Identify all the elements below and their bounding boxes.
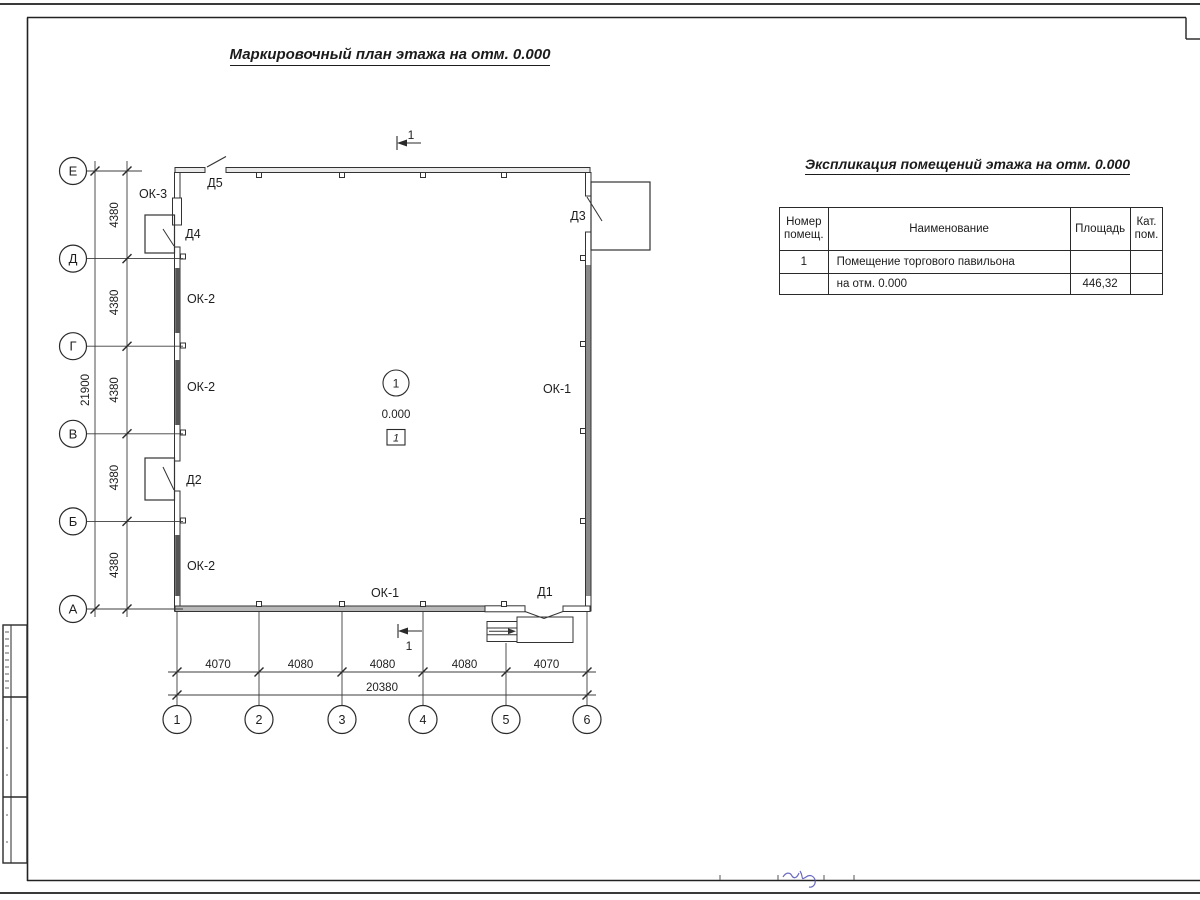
header-area: Площадь — [1070, 208, 1130, 251]
plan-labels — [139, 176, 586, 600]
entrance-porch — [517, 617, 573, 643]
window-label-ok2-upper: ОК-2 — [186, 292, 216, 306]
axis-grid-bottom — [163, 612, 601, 734]
axis-letter: Б — [68, 513, 78, 529]
cell-room-name: на отм. 0.000 — [828, 274, 1070, 295]
section-mark-bottom — [398, 624, 422, 638]
door-leaf-d5 — [207, 157, 226, 168]
window-label-ok2-middle: ОК-2 — [186, 380, 216, 394]
schedule-row — [780, 274, 1163, 295]
illegible-stamp-text — [5, 632, 9, 842]
wall-right — [581, 173, 651, 612]
cell-room-name: Помещение торгового павильона — [828, 251, 1070, 274]
building-walls — [145, 157, 650, 643]
cell-room-number: 1 — [780, 251, 829, 274]
header-category: Кат. пом. — [1130, 208, 1163, 251]
axis-number: 3 — [338, 713, 346, 727]
wall-left — [145, 173, 186, 612]
dim-label: 4080 — [369, 659, 396, 671]
cell-room-category — [1130, 251, 1163, 274]
window-ok1-right — [586, 265, 591, 596]
plan-title: Маркировочный план этажа на отм. 0.000 — [225, 46, 555, 66]
door-label-d3: Д3 — [570, 209, 586, 223]
window-label-ok1-right: ОК-1 — [542, 382, 572, 396]
door-leaf-d4 — [163, 229, 174, 246]
axis-number: 4 — [419, 713, 427, 727]
dim-label: 4380 — [109, 289, 121, 316]
room-elevation: 0.000 — [381, 409, 411, 421]
vestibule-d3 — [591, 182, 650, 250]
window-ok1-bottom — [175, 606, 485, 612]
section-arrow-icon — [398, 628, 408, 635]
entrance-arrow-icon — [508, 628, 516, 634]
dim-total-label: 21900 — [80, 374, 92, 406]
axis-letter: А — [68, 601, 78, 617]
wall-top — [175, 157, 590, 178]
window-ok2-upper — [175, 268, 179, 333]
window-ok3 — [173, 198, 182, 225]
door-label-d5: Д5 — [207, 176, 223, 190]
header-name: Наименование — [828, 208, 1070, 251]
dim-label: 4070 — [205, 659, 231, 671]
dim-label: 4080 — [451, 659, 478, 671]
door-leaf-d3 — [587, 197, 602, 221]
schedule-title: Экспликация помещений этажа на отм. 0.000 — [795, 156, 1140, 175]
axis-letter: В — [68, 426, 78, 442]
window-label-ok1-bottom: ОК-1 — [370, 586, 400, 600]
axis-number: 5 — [502, 713, 510, 727]
room-schedule-table — [779, 207, 1163, 295]
axis-grid-left — [60, 158, 184, 623]
handwritten-mark — [783, 871, 815, 887]
axis-numbers — [174, 713, 591, 727]
door-label-d2: Д2 — [186, 473, 202, 487]
axis-letter: Е — [68, 163, 78, 179]
section-number: 1 — [405, 639, 413, 653]
left-stamp-column — [3, 625, 27, 863]
section-number: 1 — [407, 128, 415, 142]
cell-room-area: 446,32 — [1070, 274, 1130, 295]
room-marker — [382, 370, 411, 445]
door-label-d1: Д1 — [537, 585, 553, 599]
schedule-row — [780, 251, 1163, 274]
cell-room-number — [780, 274, 829, 295]
door-leaf-d2 — [163, 467, 174, 490]
dim-label: 4070 — [533, 659, 560, 671]
schedule-header-row — [780, 208, 1163, 251]
cell-room-category — [1130, 274, 1163, 295]
dim-label: 4380 — [109, 202, 121, 228]
dim-label: 4080 — [287, 659, 314, 671]
window-ok2-middle — [175, 360, 179, 425]
axis-circles-bottom — [163, 706, 601, 734]
header-room-number: Номер помещ. — [780, 208, 829, 251]
vestibule-d2 — [145, 458, 175, 500]
dim-label: 4380 — [109, 464, 121, 491]
window-label-ok3: ОК-3 — [138, 187, 168, 201]
axis-letters — [69, 164, 78, 617]
dim-label: 4380 — [109, 377, 121, 403]
wall-bottom — [175, 602, 590, 643]
room-box-number: 1 — [392, 432, 400, 445]
cell-room-area — [1070, 251, 1130, 274]
dim-label: 4380 — [109, 552, 121, 578]
window-label-ok2-lower: ОК-2 — [186, 559, 216, 573]
section-arrow-icon — [397, 140, 407, 147]
axis-number: 1 — [173, 713, 181, 727]
axis-number: 6 — [583, 713, 591, 727]
vestibule-d4 — [145, 215, 175, 253]
axis-letter: Г — [69, 338, 77, 354]
axis-letter: Д — [68, 251, 78, 267]
window-ok2-lower — [175, 535, 179, 596]
room-number: 1 — [392, 376, 400, 391]
dim-total-label: 20380 — [366, 682, 398, 694]
door-label-d4: Д4 — [185, 227, 201, 241]
axis-number: 2 — [255, 713, 263, 727]
